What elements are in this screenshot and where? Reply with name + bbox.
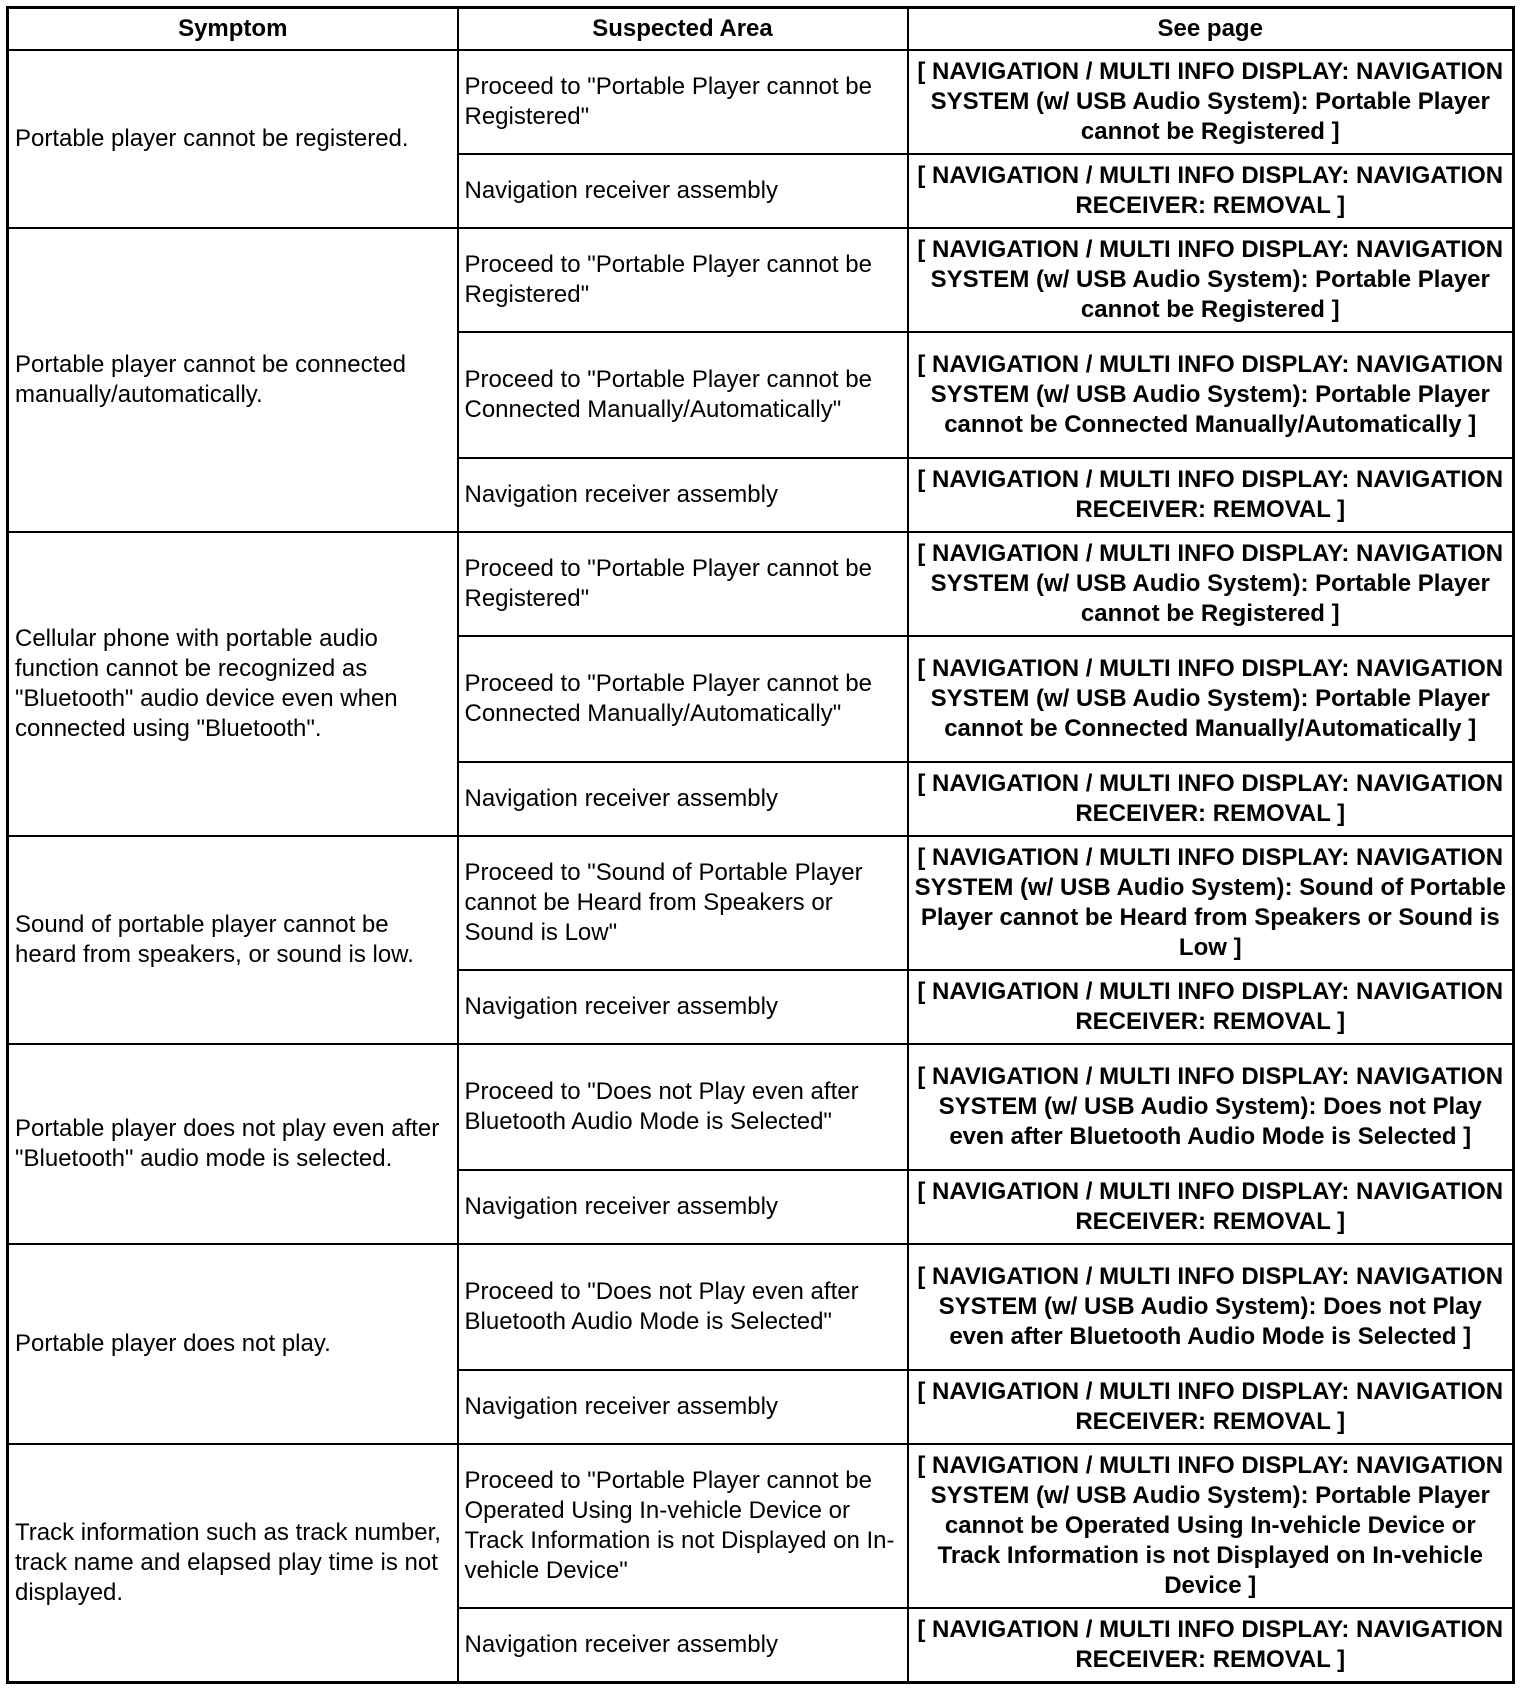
symptom-cell: Track information such as track number, track name and elapsed play time is not displayed. <box>8 1444 458 1683</box>
header-suspected-area: Suspected Area <box>458 8 908 51</box>
header-see-page: See page <box>908 8 1514 51</box>
table-row <box>8 1444 1514 1608</box>
table-row <box>8 1244 1514 1370</box>
see-page-link[interactable]: [ NAVIGATION / MULTI INFO DISPLAY: NAVIGATION SYSTEM (w/ USB Audio System): Does not Play even after Bluetooth Audio Mode is Selected ] <box>908 1044 1514 1170</box>
see-page-link[interactable]: [ NAVIGATION / MULTI INFO DISPLAY: NAVIGATION SYSTEM (w/ USB Audio System): Portable Player cannot be Registered ] <box>908 532 1514 636</box>
header-row <box>8 8 1514 51</box>
symptom-cell: Portable player does not play. <box>8 1244 458 1444</box>
symptom-cell: Cellular phone with portable audio function cannot be recognized as "Bluetooth" audio device even when connected using "Bluetooth". <box>8 532 458 836</box>
see-page-link[interactable]: [ NAVIGATION / MULTI INFO DISPLAY: NAVIGATION SYSTEM (w/ USB Audio System): Does not Play even after Bluetooth Audio Mode is Selected ] <box>908 1244 1514 1370</box>
see-page-link[interactable]: [ NAVIGATION / MULTI INFO DISPLAY: NAVIGATION SYSTEM (w/ USB Audio System): Sound of Portable Player cannot be Heard from Speakers or Sound is Low ] <box>908 836 1514 970</box>
symptom-cell: Portable player does not play even after "Bluetooth" audio mode is selected. <box>8 1044 458 1244</box>
see-page-link[interactable]: [ NAVIGATION / MULTI INFO DISPLAY: NAVIGATION SYSTEM (w/ USB Audio System): Portable Player cannot be Operated Using In-vehicle Device or Track Information is not Displayed on In-vehicle Device ] <box>908 1444 1514 1608</box>
see-page-link[interactable]: [ NAVIGATION / MULTI INFO DISPLAY: NAVIGATION RECEIVER: REMOVAL ] <box>908 1608 1514 1683</box>
suspected-area-cell: Proceed to "Does not Play even after Bluetooth Audio Mode is Selected" <box>458 1044 908 1170</box>
see-page-link[interactable]: [ NAVIGATION / MULTI INFO DISPLAY: NAVIGATION SYSTEM (w/ USB Audio System): Portable Player cannot be Registered ] <box>908 50 1514 154</box>
suspected-area-cell: Navigation receiver assembly <box>458 1608 908 1683</box>
symptom-cell: Portable player cannot be connected manually/automatically. <box>8 228 458 532</box>
table-row <box>8 532 1514 636</box>
suspected-area-cell: Proceed to "Sound of Portable Player cannot be Heard from Speakers or Sound is Low" <box>458 836 908 970</box>
table-row <box>8 836 1514 970</box>
suspected-area-cell: Proceed to "Portable Player cannot be Registered" <box>458 228 908 332</box>
see-page-link[interactable]: [ NAVIGATION / MULTI INFO DISPLAY: NAVIGATION RECEIVER: REMOVAL ] <box>908 154 1514 228</box>
suspected-area-cell: Navigation receiver assembly <box>458 1370 908 1444</box>
see-page-link[interactable]: [ NAVIGATION / MULTI INFO DISPLAY: NAVIGATION RECEIVER: REMOVAL ] <box>908 1170 1514 1244</box>
table-row <box>8 228 1514 332</box>
symptom-cell: Sound of portable player cannot be heard from speakers, or sound is low. <box>8 836 458 1044</box>
symptom-cell: Portable player cannot be registered. <box>8 50 458 228</box>
suspected-area-cell: Navigation receiver assembly <box>458 1170 908 1244</box>
table-row <box>8 1044 1514 1170</box>
see-page-link[interactable]: [ NAVIGATION / MULTI INFO DISPLAY: NAVIGATION RECEIVER: REMOVAL ] <box>908 458 1514 532</box>
suspected-area-cell: Proceed to "Does not Play even after Bluetooth Audio Mode is Selected" <box>458 1244 908 1370</box>
suspected-area-cell: Navigation receiver assembly <box>458 762 908 836</box>
suspected-area-cell: Navigation receiver assembly <box>458 154 908 228</box>
suspected-area-cell: Proceed to "Portable Player cannot be Operated Using In-vehicle Device or Track Information is not Displayed on In-vehicle Device" <box>458 1444 908 1608</box>
table-row <box>8 50 1514 154</box>
header-symptom: Symptom <box>8 8 458 51</box>
see-page-link[interactable]: [ NAVIGATION / MULTI INFO DISPLAY: NAVIGATION RECEIVER: REMOVAL ] <box>908 1370 1514 1444</box>
suspected-area-cell: Proceed to "Portable Player cannot be Connected Manually/Automatically" <box>458 332 908 458</box>
suspected-area-cell: Proceed to "Portable Player cannot be Registered" <box>458 50 908 154</box>
problem-symptoms-table <box>6 6 1515 1684</box>
see-page-link[interactable]: [ NAVIGATION / MULTI INFO DISPLAY: NAVIGATION RECEIVER: REMOVAL ] <box>908 762 1514 836</box>
suspected-area-cell: Navigation receiver assembly <box>458 970 908 1044</box>
see-page-link[interactable]: [ NAVIGATION / MULTI INFO DISPLAY: NAVIGATION SYSTEM (w/ USB Audio System): Portable Player cannot be Connected Manually/Automatically ] <box>908 332 1514 458</box>
suspected-area-cell: Navigation receiver assembly <box>458 458 908 532</box>
suspected-area-cell: Proceed to "Portable Player cannot be Registered" <box>458 532 908 636</box>
suspected-area-cell: Proceed to "Portable Player cannot be Connected Manually/Automatically" <box>458 636 908 762</box>
see-page-link[interactable]: [ NAVIGATION / MULTI INFO DISPLAY: NAVIGATION RECEIVER: REMOVAL ] <box>908 970 1514 1044</box>
see-page-link[interactable]: [ NAVIGATION / MULTI INFO DISPLAY: NAVIGATION SYSTEM (w/ USB Audio System): Portable Player cannot be Connected Manually/Automatically ] <box>908 636 1514 762</box>
see-page-link[interactable]: [ NAVIGATION / MULTI INFO DISPLAY: NAVIGATION SYSTEM (w/ USB Audio System): Portable Player cannot be Registered ] <box>908 228 1514 332</box>
